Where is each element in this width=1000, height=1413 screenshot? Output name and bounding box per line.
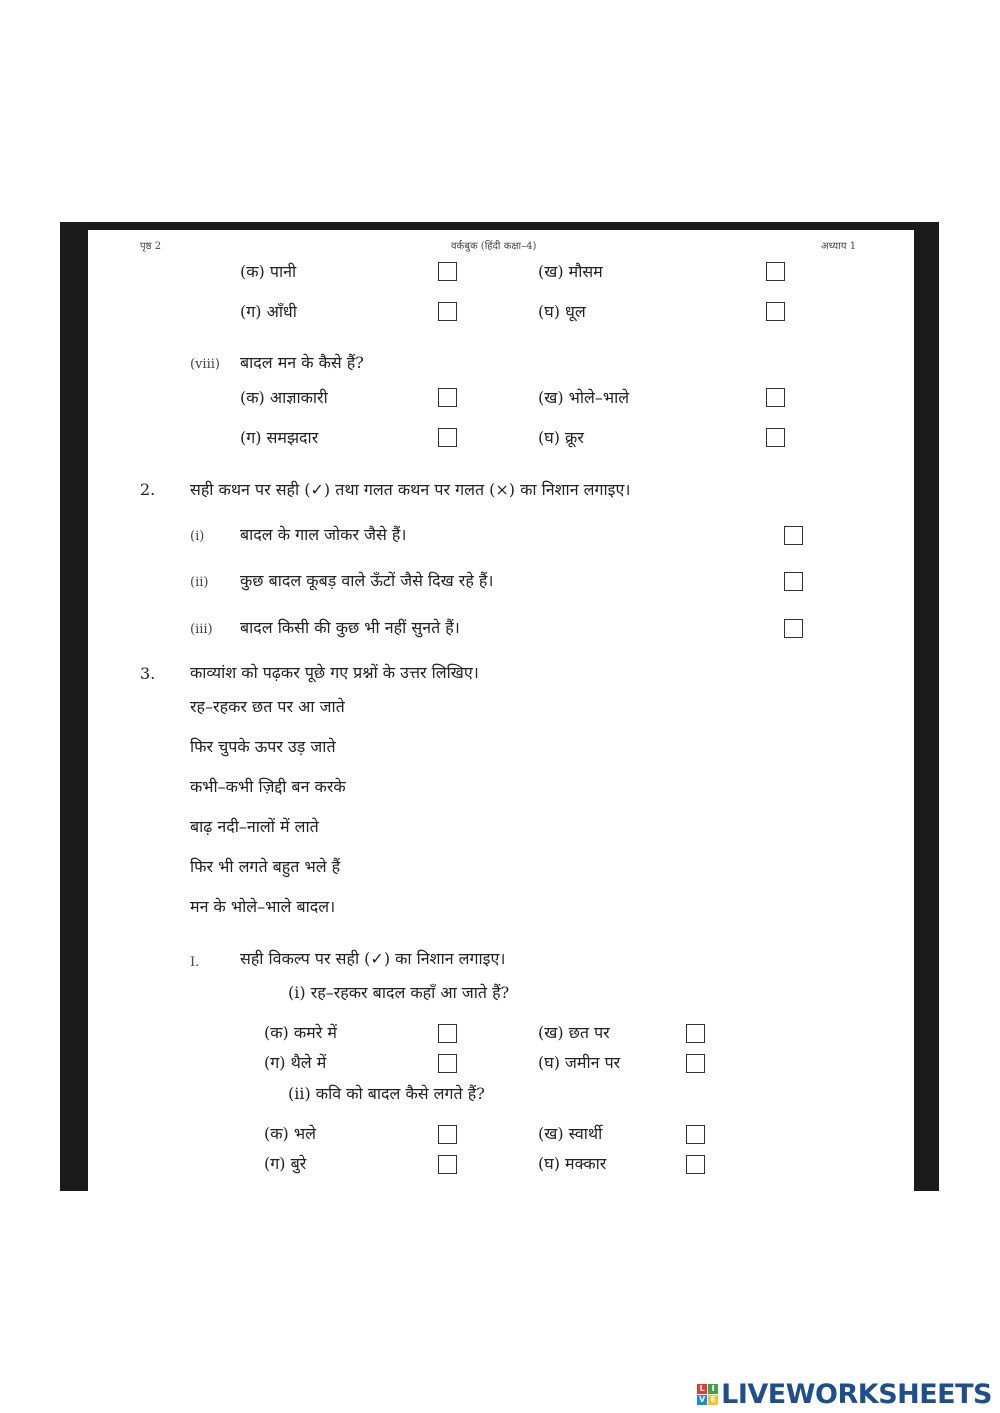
question-number: 3. — [140, 664, 156, 683]
option-label: (ग) थैले में — [264, 1053, 327, 1072]
checkbox[interactable] — [784, 526, 803, 545]
chapter-label: अध्याय 1 — [821, 241, 857, 252]
checkbox[interactable] — [438, 388, 457, 407]
option-label: (क) भले — [264, 1124, 316, 1143]
poem-line: मन के भोले–भाले बादल। — [190, 897, 336, 916]
option-label: (ख) भोले–भाले — [538, 388, 630, 407]
question-text: बादल मन के कैसे हैं? — [240, 353, 364, 372]
checkbox[interactable] — [766, 302, 785, 321]
poem-line: बाढ़ नदी–नालों में लाते — [190, 817, 319, 836]
poem-line: कभी–कभी ज़िद्दी बन करके — [190, 777, 346, 796]
checkbox[interactable] — [438, 1024, 457, 1043]
statement-number: (i) — [190, 529, 205, 544]
option-label: (घ) मक्कार — [538, 1154, 607, 1173]
book-title: वर्कबुक (हिंदी कक्षा–4) — [451, 241, 537, 252]
checkbox[interactable] — [438, 1054, 457, 1073]
checkbox[interactable] — [686, 1155, 705, 1174]
option-label: (क) पानी — [240, 262, 297, 281]
checkbox[interactable] — [438, 428, 457, 447]
question-number: (viii) — [190, 357, 220, 372]
poem-line: फिर चुपके ऊपर उड़ जाते — [190, 737, 336, 756]
checkbox[interactable] — [784, 572, 803, 591]
poem-line: फिर भी लगते बहुत भले हैं — [190, 857, 341, 876]
checkbox[interactable] — [686, 1054, 705, 1073]
liveworksheets-brand — [697, 1379, 992, 1409]
worksheet-page — [88, 230, 914, 1191]
option-label: (ग) बुरे — [264, 1154, 307, 1173]
option-label: (घ) क्रूर — [538, 428, 584, 447]
liveworksheets-logo-icon — [697, 1384, 718, 1405]
option-label: (घ) धूल — [538, 302, 586, 321]
sub-question-text: (ii) कवि को बादल कैसे लगते हैं? — [288, 1084, 485, 1103]
option-label: (ख) मौसम — [538, 262, 603, 281]
logo-letter: E — [708, 1395, 718, 1405]
option-label: (क) आज्ञाकारी — [240, 388, 328, 407]
brand-name: LIVEWORKSHEETS — [721, 1378, 992, 1410]
option-label: (ग) आँधी — [240, 302, 297, 321]
question-instruction: काव्यांश को पढ़कर पूछे गए प्रश्नों के उत्तर लिखिए। — [190, 663, 479, 682]
statement-number: (ii) — [190, 575, 209, 590]
option-label: (क) कमरे में — [264, 1023, 337, 1042]
poem-line: रह–रहकर छत पर आ जाते — [190, 697, 345, 716]
part-number: I. — [190, 955, 200, 970]
checkbox[interactable] — [766, 388, 785, 407]
checkbox[interactable] — [686, 1125, 705, 1144]
checkbox[interactable] — [438, 1155, 457, 1174]
checkbox[interactable] — [784, 619, 803, 638]
checkbox[interactable] — [438, 302, 457, 321]
page-number: पृष्ठ 2 — [140, 241, 162, 252]
statement-text: कुछ बादल कूबड़ वाले ऊँटों जैसे दिख रहे हैं। — [240, 571, 494, 590]
option-label: (ख) छत पर — [538, 1023, 610, 1042]
checkbox[interactable] — [766, 262, 785, 281]
part-instruction: सही विकल्प पर सही (✓) का निशान लगाइए। — [240, 949, 506, 968]
logo-letter: I — [708, 1384, 718, 1394]
logo-letter: L — [697, 1384, 707, 1394]
question-number: 2. — [140, 480, 156, 499]
checkbox[interactable] — [438, 262, 457, 281]
checkbox[interactable] — [438, 1125, 457, 1144]
option-label: (घ) जमीन पर — [538, 1053, 621, 1072]
checkbox[interactable] — [686, 1024, 705, 1043]
statement-text: बादल के गाल जोकर जैसे हैं। — [240, 525, 407, 544]
option-label: (ख) स्वार्थी — [538, 1124, 603, 1143]
checkbox[interactable] — [766, 428, 785, 447]
question-instruction: सही कथन पर सही (✓) तथा गलत कथन पर गलत (×) का निशान लगाइए। — [190, 480, 631, 499]
sub-question-text: (i) रह–रहकर बादल कहाँ आ जाते हैं? — [288, 983, 510, 1002]
logo-letter: V — [699, 1394, 706, 1404]
option-label: (ग) समझदार — [240, 428, 319, 447]
statement-text: बादल किसी की कुछ भी नहीं सुनते हैं। — [240, 618, 460, 637]
statement-number: (iii) — [190, 622, 213, 637]
